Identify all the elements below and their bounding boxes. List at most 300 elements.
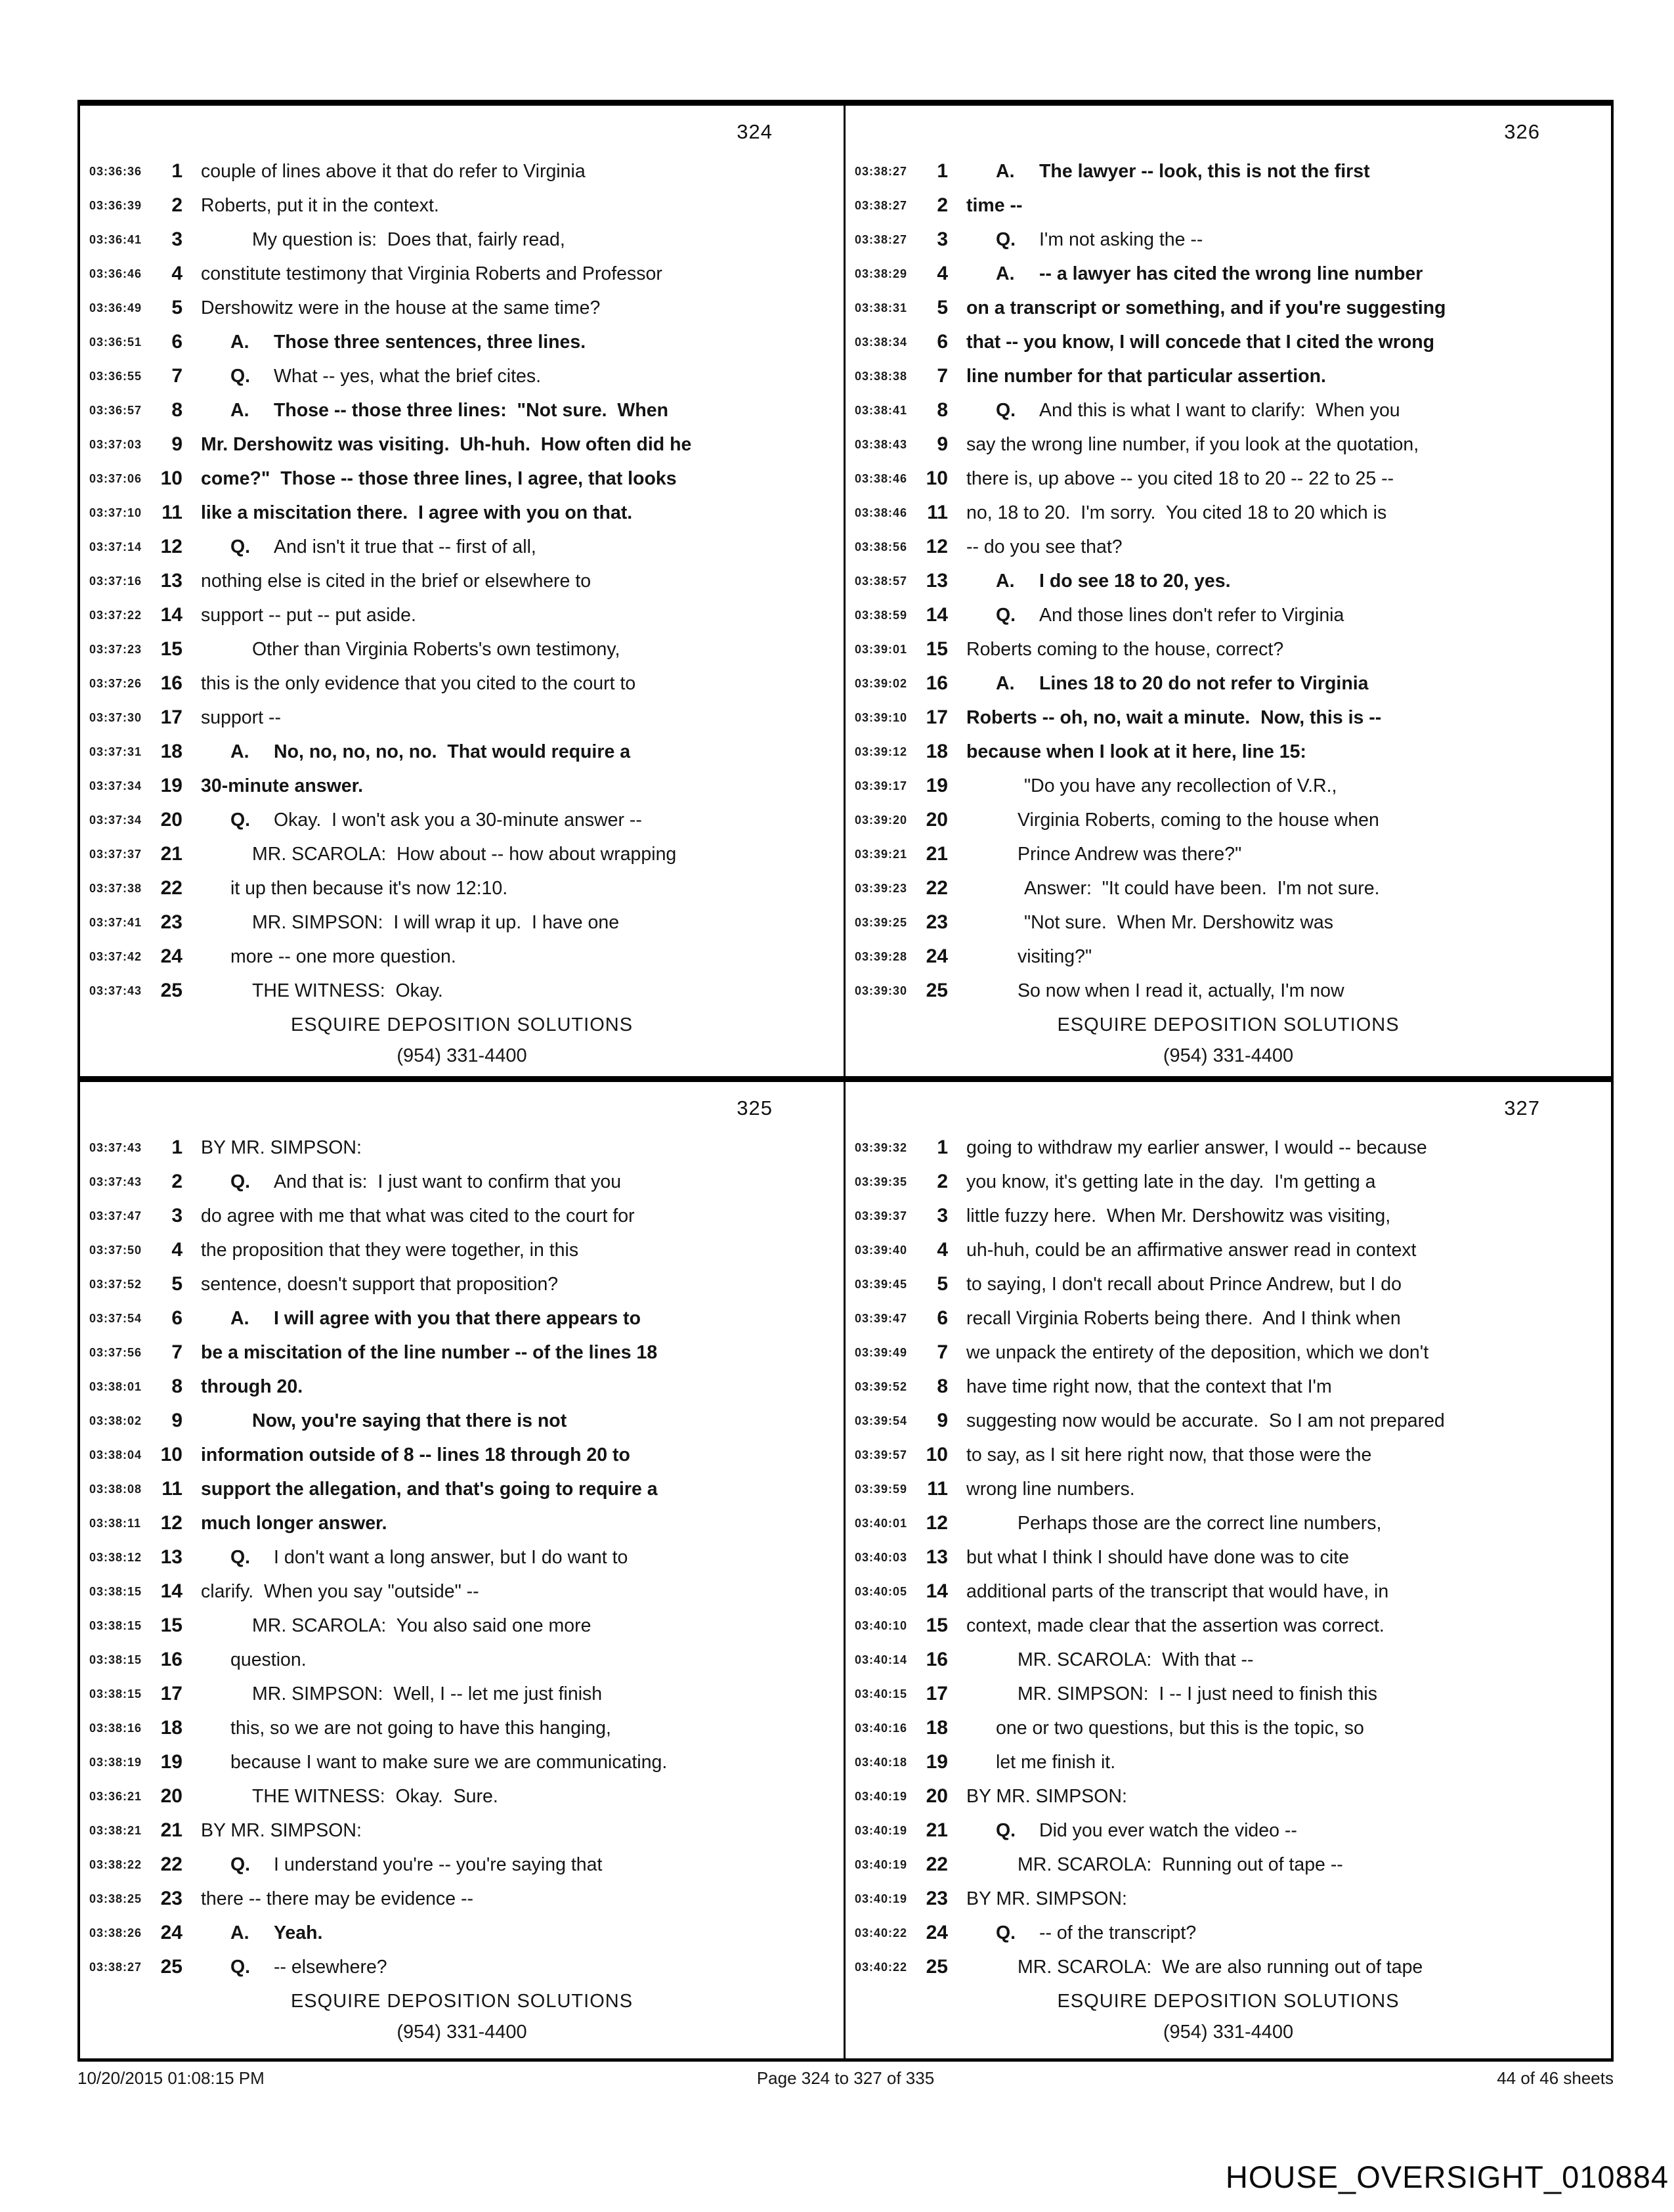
timestamp: 03:39:02	[855, 676, 908, 690]
timestamp: 03:40:19	[855, 1789, 908, 1803]
qa-marker: Q.	[230, 1546, 251, 1568]
line-number: 1	[171, 1137, 182, 1158]
line-number: 13	[160, 570, 182, 592]
line-text	[966, 1171, 1375, 1193]
line-text	[966, 1888, 1127, 1910]
line-text	[966, 297, 1446, 319]
line-number: 3	[171, 228, 182, 250]
pages-grid	[77, 100, 1614, 2062]
transcript-line	[846, 1711, 1611, 1745]
timestamp: 03:37:10	[89, 506, 142, 519]
line-number: 3	[171, 1205, 182, 1226]
timestamp: 03:38:31	[855, 301, 908, 314]
timestamp: 03:38:46	[855, 471, 908, 485]
line-text	[201, 1274, 558, 1295]
transcript-line	[846, 1950, 1611, 1984]
line-text-content: much longer answer.	[201, 1512, 387, 1534]
line-text	[966, 1513, 1381, 1534]
transcript-line	[846, 1574, 1611, 1609]
line-text-content: My question is: Does that, fairly read,	[252, 228, 565, 250]
page-number: 326	[1504, 120, 1540, 143]
line-text	[201, 468, 677, 490]
timestamp: 03:39:01	[855, 642, 908, 656]
transcript-line	[846, 666, 1611, 701]
line-text	[966, 1752, 1115, 1773]
timestamp: 03:37:38	[89, 881, 142, 895]
line-number: 25	[160, 1956, 182, 1978]
line-text-content: come?" Those -- those three lines, I agree, that looks	[201, 467, 677, 489]
line-number: 20	[926, 1785, 948, 1807]
transcript-line	[846, 1643, 1611, 1677]
transcript-line	[80, 632, 844, 666]
transcript-line	[80, 1745, 844, 1779]
line-number: 6	[937, 331, 948, 353]
qa-marker: A.	[230, 1922, 249, 1943]
line-number: 13	[160, 1546, 182, 1568]
line-text-content: suggesting now would be accurate. So I am not prepared	[966, 1410, 1445, 1431]
qa-marker: Q.	[230, 809, 251, 831]
timestamp: 03:37:43	[89, 1140, 142, 1154]
line-text	[966, 1376, 1332, 1398]
line-number: 4	[937, 1239, 948, 1261]
page-lines	[80, 154, 844, 1008]
line-text	[201, 229, 565, 251]
line-text	[966, 946, 1092, 968]
transcript-page-327	[846, 1082, 1611, 2058]
line-text	[201, 161, 586, 183]
transcript-line	[846, 837, 1611, 871]
timestamp: 03:37:43	[89, 1175, 142, 1188]
timestamp: 03:38:15	[89, 1653, 142, 1666]
line-number: 14	[926, 604, 948, 626]
line-text-content: Those three sentences, three lines.	[274, 331, 586, 353]
transcript-line	[80, 1233, 844, 1267]
transcript-line	[846, 905, 1611, 940]
transcript-line	[846, 940, 1611, 974]
transcript-line	[846, 1813, 1611, 1848]
line-text	[201, 297, 600, 319]
line-number: 17	[160, 1683, 182, 1704]
line-number: 4	[171, 263, 182, 284]
page-footer	[846, 1014, 1611, 1067]
line-text	[201, 980, 443, 1002]
line-text	[201, 1820, 362, 1842]
line-text-content: you know, it's getting late in the day. I'm getting a	[966, 1171, 1376, 1192]
line-number: 10	[160, 1444, 182, 1465]
transcript-line	[80, 1574, 844, 1609]
line-text	[201, 502, 632, 524]
sheet-footer	[77, 2068, 1614, 2089]
timestamp: 03:38:27	[855, 164, 908, 178]
line-text-content: THE WITNESS: Okay. Sure.	[252, 1785, 498, 1807]
transcript-line	[846, 1472, 1611, 1506]
line-text-content: "Not sure. When Mr. Dershowitz was	[1024, 911, 1334, 933]
line-number: 13	[926, 1546, 948, 1568]
timestamp: 03:36:21	[89, 1789, 142, 1803]
line-text	[966, 400, 1400, 422]
transcript-line	[846, 188, 1611, 223]
line-text-content: like a miscitation there. I agree with you on that.	[201, 502, 633, 523]
page-footer	[846, 1991, 1611, 2043]
line-text	[966, 536, 1123, 558]
line-number: 11	[927, 1478, 948, 1500]
timestamp: 03:37:47	[89, 1209, 142, 1223]
line-text	[201, 332, 586, 353]
line-text	[201, 1615, 591, 1637]
transcript-line	[846, 223, 1611, 257]
timestamp: 03:37:52	[89, 1277, 142, 1291]
transcript-line	[80, 701, 844, 735]
timestamp: 03:40:05	[855, 1584, 908, 1598]
line-number: 4	[937, 263, 948, 284]
timestamp: 03:38:46	[855, 506, 908, 519]
line-number: 18	[160, 1717, 182, 1739]
line-text	[201, 1444, 630, 1466]
line-text-content: MR. SCAROLA: How about -- how about wrapping	[252, 843, 677, 865]
qa-marker: Q.	[230, 1854, 251, 1875]
transcript-line	[80, 598, 844, 632]
transcript-line	[80, 462, 844, 496]
transcript-line	[846, 1370, 1611, 1404]
line-number: 8	[171, 399, 182, 421]
line-number: 16	[160, 672, 182, 694]
transcript-line	[80, 1165, 844, 1199]
timestamp: 03:37:03	[89, 437, 142, 451]
line-number: 25	[926, 1956, 948, 1978]
line-text-content: BY MR. SIMPSON:	[201, 1819, 362, 1841]
line-text	[966, 1957, 1423, 1978]
transcript-line	[80, 1370, 844, 1404]
timestamp: 03:37:06	[89, 471, 142, 485]
transcript-line	[80, 1882, 844, 1916]
line-number: 23	[926, 1888, 948, 1909]
timestamp: 03:36:49	[89, 301, 142, 314]
line-number: 10	[926, 1444, 948, 1465]
transcript-line	[80, 1335, 844, 1370]
transcript-line	[80, 154, 844, 188]
timestamp: 03:39:30	[855, 984, 908, 997]
line-number: 18	[926, 1717, 948, 1739]
line-text-content: there is, up above -- you cited 18 to 20 -- 22 to 25 --	[966, 467, 1394, 489]
transcript-line	[80, 291, 844, 325]
line-text-content: no, 18 to 20. I'm sorry. You cited 18 to 20 which is	[966, 502, 1387, 523]
timestamp: 03:39:25	[855, 915, 908, 929]
line-text	[201, 673, 635, 695]
line-text	[966, 1820, 1297, 1842]
timestamp: 03:40:16	[855, 1721, 908, 1735]
timestamp: 03:38:59	[855, 608, 908, 622]
line-number: 18	[926, 741, 948, 762]
line-number: 10	[926, 467, 948, 489]
line-text-content: Perhaps those are the correct line numbers,	[1018, 1512, 1382, 1534]
line-number: 17	[926, 706, 948, 728]
timestamp: 03:38:15	[89, 1618, 142, 1632]
timestamp: 03:38:43	[855, 437, 908, 451]
line-text-content: Did you ever watch the video --	[1039, 1819, 1297, 1841]
transcript-line	[80, 803, 844, 837]
line-number: 1	[937, 1137, 948, 1158]
transcript-line	[846, 359, 1611, 393]
line-text-content: What -- yes, what the brief cites.	[274, 365, 542, 387]
qa-marker: A.	[230, 399, 249, 421]
line-text-content: that -- you know, I will concede that I cited the wrong	[966, 331, 1435, 353]
timestamp: 03:39:49	[855, 1345, 908, 1359]
transcript-line	[80, 427, 844, 462]
line-text-content: support the allegation, and that's going to require a	[201, 1478, 658, 1500]
transcript-line	[80, 1779, 844, 1813]
page-footer	[80, 1014, 844, 1067]
transcript-line	[846, 1540, 1611, 1574]
timestamp: 03:38:41	[855, 403, 908, 417]
line-text-content: time --	[966, 194, 1023, 216]
timestamp: 03:38:27	[855, 232, 908, 246]
timestamp: 03:40:19	[855, 1823, 908, 1837]
timestamp: 03:40:22	[855, 1926, 908, 1940]
line-number: 19	[926, 775, 948, 796]
line-number: 22	[926, 877, 948, 899]
esquire-line: ESQUIRE DEPOSITION SOLUTIONS	[1057, 1991, 1400, 2012]
line-text	[966, 502, 1386, 524]
line-text	[966, 1274, 1402, 1295]
line-number: 23	[160, 911, 182, 933]
line-text	[201, 1342, 657, 1364]
line-text	[966, 229, 1203, 251]
transcript-line	[80, 1438, 844, 1472]
line-number: 17	[160, 706, 182, 728]
timestamp: 03:39:12	[855, 745, 908, 758]
timestamp: 03:38:21	[89, 1823, 142, 1837]
line-number: 4	[171, 1239, 182, 1261]
line-text-content: additional parts of the transcript that would have, in	[966, 1580, 1389, 1602]
line-number: 6	[171, 331, 182, 353]
transcript-line	[846, 1848, 1611, 1882]
transcript-line	[80, 1916, 844, 1950]
transcript-line	[80, 325, 844, 359]
transcript-line	[846, 1165, 1611, 1199]
qa-marker: Q.	[230, 1956, 251, 1978]
transcript-line	[80, 1813, 844, 1848]
timestamp: 03:39:45	[855, 1277, 908, 1291]
transcript-line	[846, 462, 1611, 496]
line-text-content: do agree with me that what was cited to the court for	[201, 1205, 635, 1226]
line-number: 24	[160, 1922, 182, 1943]
line-number: 8	[937, 1376, 948, 1397]
qa-marker: A.	[230, 741, 249, 762]
line-number: 24	[926, 1922, 948, 1943]
line-number: 15	[926, 638, 948, 660]
qa-marker: Q.	[996, 228, 1016, 250]
bates-stamp: HOUSE_OVERSIGHT_010884	[1225, 2159, 1669, 2194]
line-text-content: there -- there may be evidence --	[201, 1888, 474, 1909]
timestamp: 03:38:25	[89, 1892, 142, 1905]
transcript-line	[80, 769, 844, 803]
line-text	[966, 1615, 1384, 1637]
transcript-line	[846, 1438, 1611, 1472]
line-text-content: on a transcript or something, and if you're suggesting	[966, 297, 1446, 318]
timestamp: 03:38:29	[855, 267, 908, 280]
timestamp: 03:36:41	[89, 232, 142, 246]
line-text	[966, 468, 1394, 490]
line-number: 11	[927, 502, 948, 523]
line-text-content: -- a lawyer has cited the wrong line number	[1039, 263, 1423, 284]
timestamp: 03:36:57	[89, 403, 142, 417]
line-number: 25	[160, 980, 182, 1001]
transcript-line	[846, 1745, 1611, 1779]
timestamp: 03:38:11	[89, 1516, 142, 1530]
line-text	[966, 1649, 1253, 1671]
timestamp: 03:39:28	[855, 949, 908, 963]
line-text-content: So now when I read it, actually, I'm now	[1018, 980, 1344, 1001]
line-text	[201, 434, 691, 456]
timestamp: 03:36:39	[89, 198, 142, 212]
line-text	[201, 1888, 473, 1910]
transcript-line	[846, 564, 1611, 598]
line-text	[201, 878, 507, 900]
transcript-line	[80, 871, 844, 905]
line-number: 10	[160, 467, 182, 489]
line-number: 7	[171, 1341, 182, 1363]
line-text-content: THE WITNESS: Okay.	[252, 980, 443, 1001]
line-text-content: to say, as I sit here right now, that those were the	[966, 1444, 1372, 1465]
line-number: 15	[926, 1615, 948, 1636]
line-text	[201, 571, 591, 592]
line-text-content: Mr. Dershowitz was visiting. Uh-huh. How often did he	[201, 433, 692, 455]
line-text	[966, 741, 1306, 763]
line-number: 3	[937, 228, 948, 250]
line-text	[966, 434, 1419, 456]
transcript-line	[80, 905, 844, 940]
line-text-content: Prince Andrew was there?"	[1018, 843, 1242, 865]
timestamp: 03:39:52	[855, 1379, 908, 1393]
line-text-content: I don't want a long answer, but I do want to	[274, 1546, 628, 1568]
line-number: 19	[926, 1751, 948, 1773]
line-number: 12	[160, 1512, 182, 1534]
timestamp: 03:40:19	[855, 1892, 908, 1905]
transcript-line	[846, 1233, 1611, 1267]
transcript-line	[80, 940, 844, 974]
line-text-content: MR. SCAROLA: You also said one more	[252, 1615, 591, 1636]
line-text-content: And that is: I just want to confirm that you	[274, 1171, 622, 1192]
line-number: 13	[926, 570, 948, 592]
timestamp: 03:39:32	[855, 1140, 908, 1154]
line-number: 16	[160, 1649, 182, 1670]
line-text	[966, 1240, 1416, 1261]
line-text	[201, 1137, 362, 1159]
line-text	[201, 1205, 635, 1227]
timestamp: 03:37:26	[89, 676, 142, 690]
line-number: 5	[937, 1273, 948, 1295]
line-text-content: one or two questions, but this is the topic, so	[996, 1717, 1364, 1739]
timestamp: 03:40:19	[855, 1857, 908, 1871]
line-text	[966, 707, 1381, 729]
line-text-content: I understand you're -- you're saying that	[274, 1854, 603, 1875]
line-text	[201, 775, 363, 797]
timestamp: 03:37:37	[89, 847, 142, 861]
line-text	[201, 536, 536, 558]
line-text-content: uh-huh, could be an affirmative answer read in context	[966, 1239, 1417, 1261]
timestamp: 03:39:21	[855, 847, 908, 861]
timestamp: 03:37:22	[89, 608, 142, 622]
line-text-content: the proposition that they were together, in this	[201, 1239, 579, 1261]
transcript-line	[846, 154, 1611, 188]
timestamp: 03:38:56	[855, 540, 908, 553]
transcript-line	[80, 1677, 844, 1711]
line-text	[966, 1786, 1127, 1808]
line-text	[966, 980, 1344, 1002]
page-number: 324	[737, 120, 773, 143]
line-text	[201, 1581, 479, 1603]
transcript-line	[80, 188, 844, 223]
line-text-content: couple of lines above it that do refer to Virginia	[201, 160, 586, 182]
timestamp: 03:37:54	[89, 1311, 142, 1325]
line-text	[966, 571, 1231, 592]
line-text-content: going to withdraw my earlier answer, I would -- because	[966, 1137, 1427, 1158]
line-text-content: this is the only evidence that you cited to the court to	[201, 672, 636, 694]
line-text	[201, 1683, 602, 1705]
transcript-line	[80, 1404, 844, 1438]
line-number: 16	[926, 1649, 948, 1670]
transcript-line	[80, 1950, 844, 1984]
timestamp: 03:39:20	[855, 813, 908, 827]
line-number: 3	[937, 1205, 948, 1226]
transcript-line	[846, 427, 1611, 462]
line-text-content: Roberts, put it in the context.	[201, 194, 439, 216]
line-text-content: nothing else is cited in the brief or elsewhere to	[201, 570, 591, 592]
line-text-content: wrong line numbers.	[966, 1478, 1135, 1500]
timestamp: 03:37:30	[89, 710, 142, 724]
line-number: 8	[171, 1376, 182, 1397]
phone-line: (954) 331-4400	[397, 1045, 527, 1066]
line-text-content: constitute testimony that Virginia Roberts and Professor	[201, 263, 662, 284]
line-number: 24	[160, 945, 182, 967]
page-number: 325	[737, 1096, 773, 1119]
line-text-content: have time right now, that the context that I'm	[966, 1376, 1332, 1397]
line-text	[201, 741, 630, 763]
line-text-content: more -- one more question.	[230, 945, 456, 967]
line-text-content: Virginia Roberts, coming to the house when	[1018, 809, 1379, 831]
line-text-content: Roberts coming to the house, correct?	[966, 638, 1284, 660]
transcript-line	[80, 1711, 844, 1745]
timestamp: 03:40:10	[855, 1618, 908, 1632]
line-text	[966, 1444, 1371, 1466]
line-number: 24	[926, 945, 948, 967]
transcript-line	[846, 1677, 1611, 1711]
line-text-content: And this is what I want to clarify: When you	[1039, 399, 1400, 421]
qa-marker: A.	[996, 263, 1015, 284]
line-text-content: Other than Virginia Roberts's own testimony,	[252, 638, 620, 660]
line-text-content: "Do you have any recollection of V.R.,	[1024, 775, 1337, 796]
line-number: 11	[161, 502, 182, 523]
timestamp: 03:40:01	[855, 1516, 908, 1530]
line-number: 7	[937, 1341, 948, 1363]
transcript-line	[846, 530, 1611, 564]
line-text-content: Dershowitz were in the house at the same time?	[201, 297, 601, 318]
line-text-content: BY MR. SIMPSON:	[966, 1888, 1127, 1909]
line-text-content: be a miscitation of the line number -- of the lines 18	[201, 1341, 658, 1363]
line-text-content: let me finish it.	[996, 1751, 1116, 1773]
line-text	[966, 1410, 1445, 1432]
line-number: 14	[160, 1580, 182, 1602]
timestamp: 03:39:23	[855, 881, 908, 895]
qa-marker: Q.	[996, 1819, 1016, 1841]
transcript-line	[80, 974, 844, 1008]
line-text-content: we unpack the entirety of the deposition, which we don't	[966, 1341, 1429, 1363]
line-number: 20	[926, 809, 948, 831]
transcript-page-325	[80, 1082, 846, 2058]
line-text	[966, 332, 1434, 353]
timestamp: 03:36:51	[89, 335, 142, 349]
line-text	[201, 400, 668, 422]
